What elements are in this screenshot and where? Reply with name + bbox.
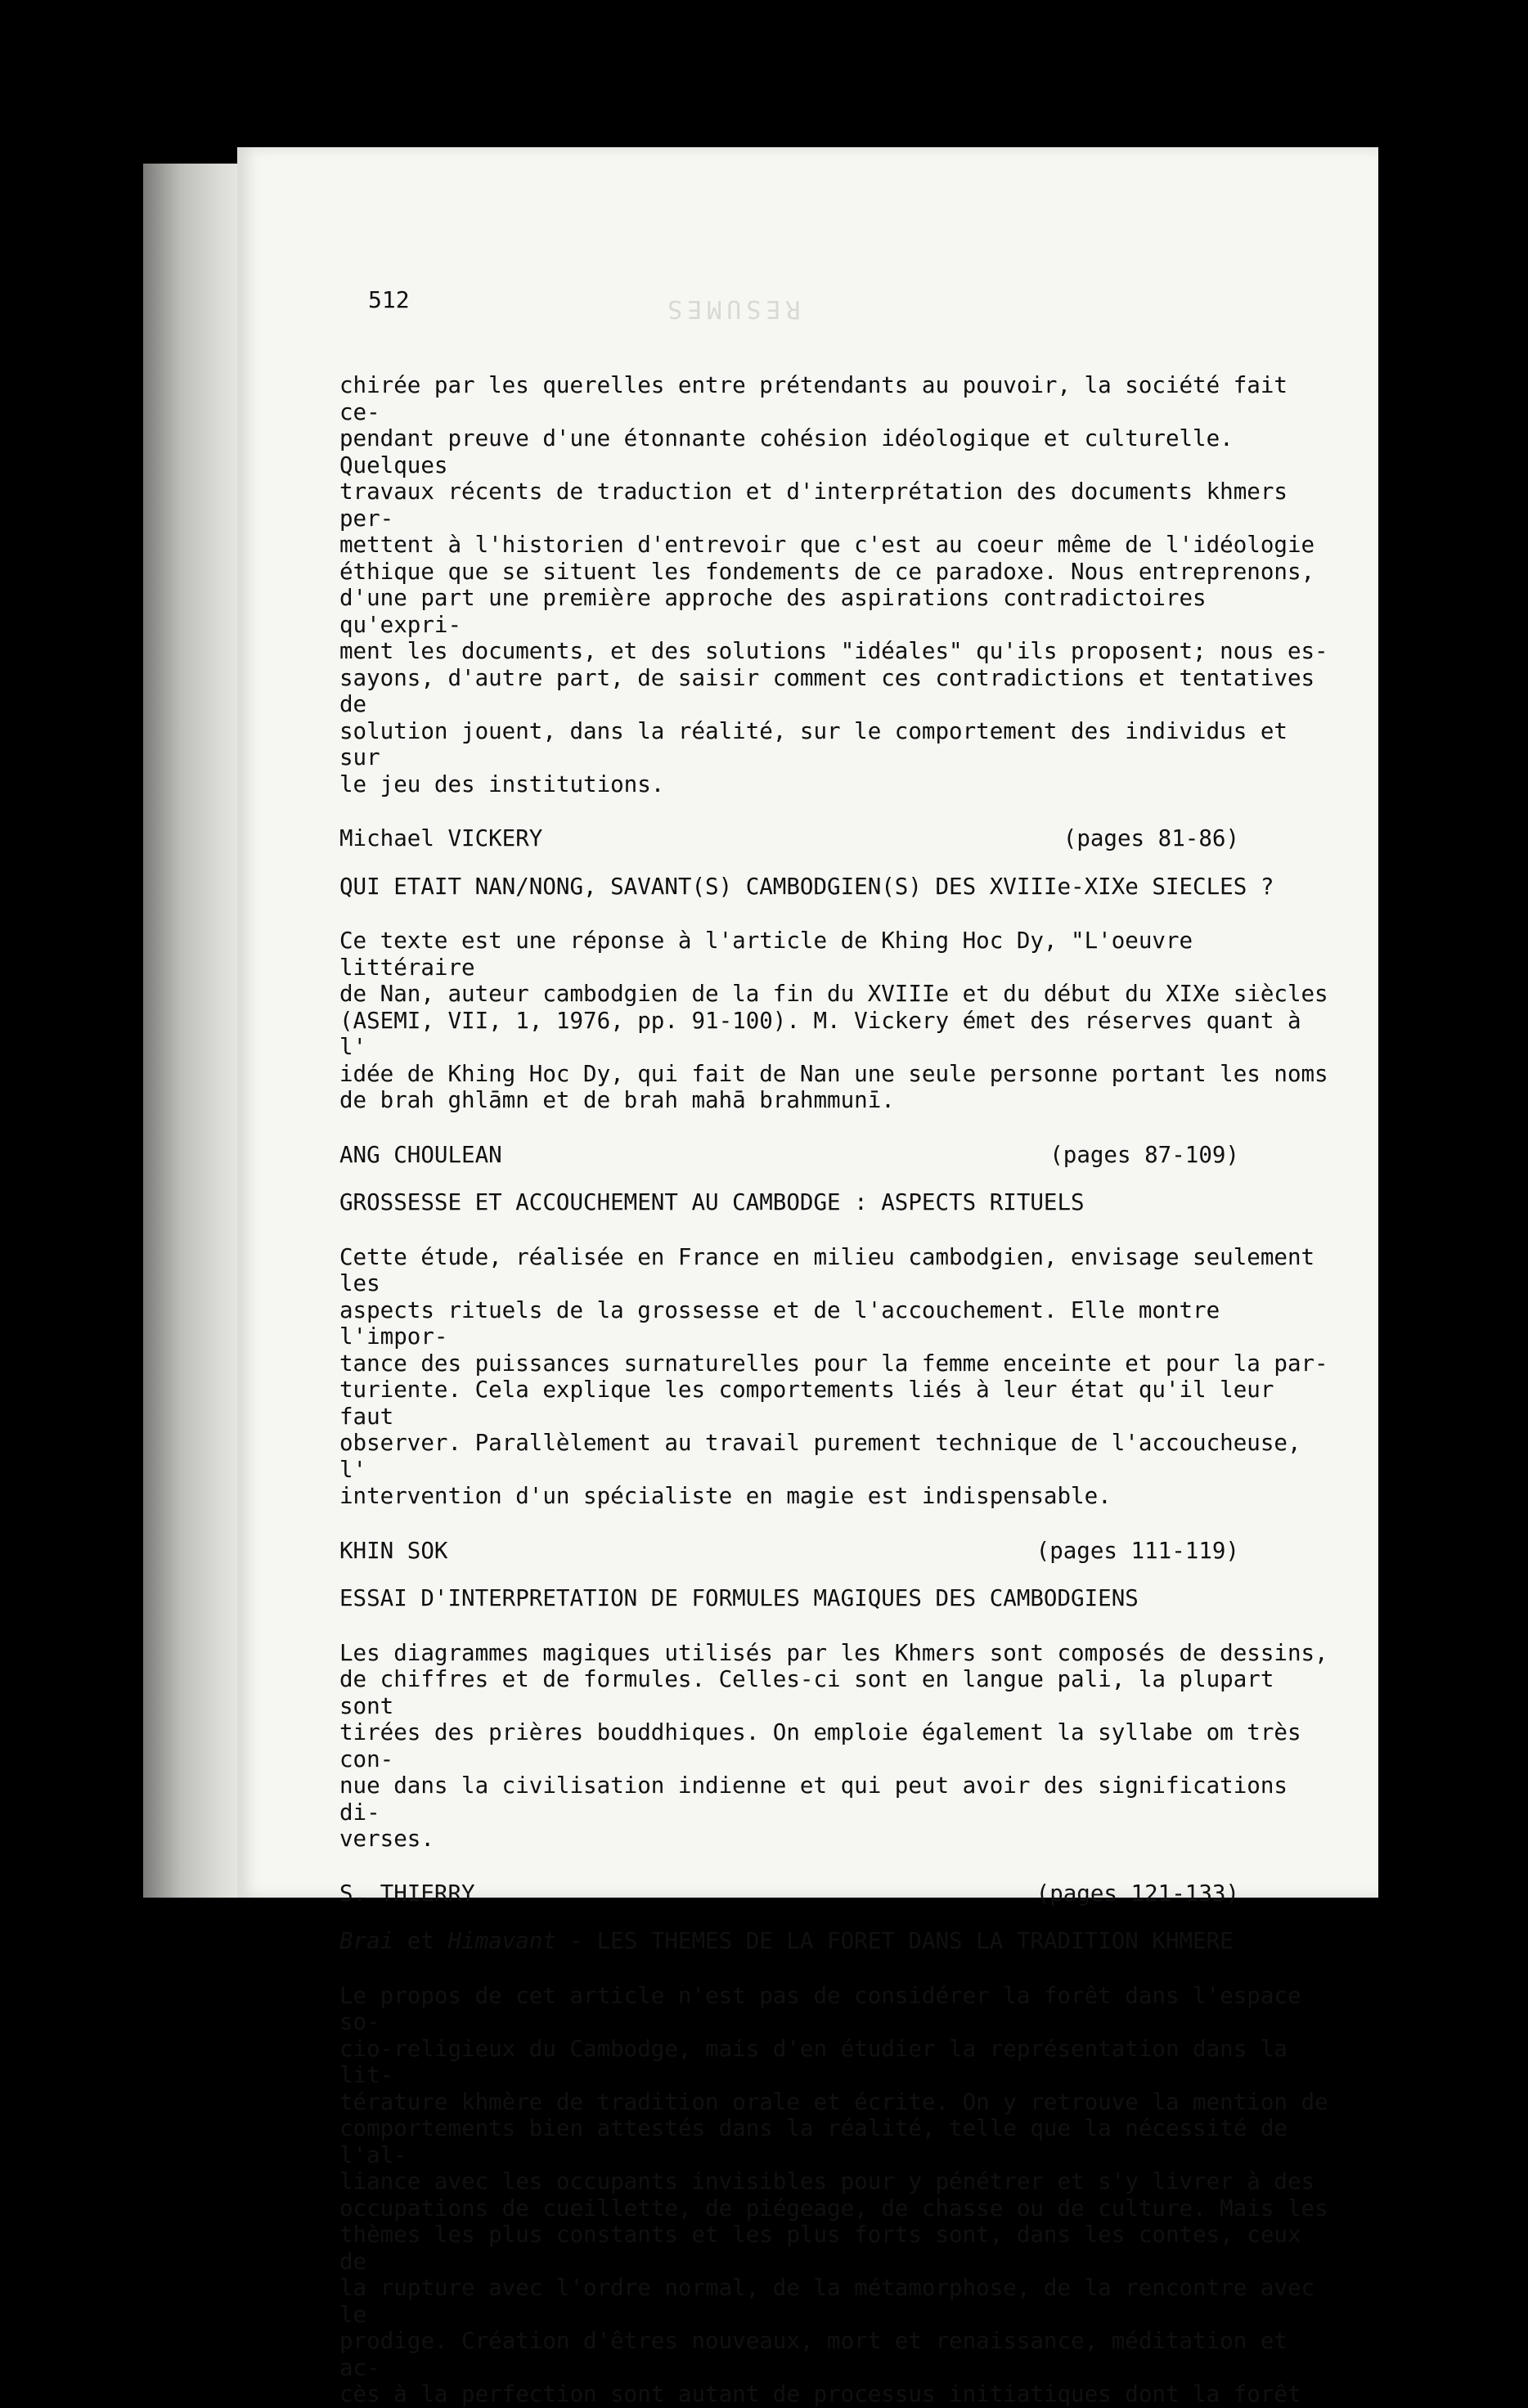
title-rest: - LES THEMES DE LA FORET DANS LA TRADITION KHMERE (555, 1928, 1234, 1954)
abstract-paragraph: Ce texte est une réponse à l'article de Khing Hoc Dy, "L'oeuvre littéraire de Nan, auteur cambodgien de la fin du XVIIIe et du début du XIXe siècles (ASEMI, VII, 1, 1976, pp. 91-100). M. Vickery émet des réserves quant à l' idée de Khing Hoc Dy, qui fait de Nan une seule personne portant les noms de brah ghlāmn et de brah mahā brahmmunī. (339, 928, 1328, 1113)
page-range: (pages 111-119) (1036, 1537, 1239, 1564)
intro-paragraph: chirée par les querelles entre prétendants au pouvoir, la société fait ce- pendant preuve d'une étonnante cohésion idéologique et culturelle. Quelques travaux récents de traduction et d'interprétation des documents khmers per- mettent à l'historien d'entrevoir que c'est au coeur même de l'idéologie éthique que se situent les fondements de ce paradoxe. Nous entreprenons, d'une part une première approche des aspirations contradictoires qu'expri- ment les documents, et des solutions "idéales" qu'ils proposent; nous es- sayons, d'autre part, de saisir comment ces contradictions et tentatives de solution jouent, dans la réalité, sur le comportement des individus et sur le jeu des institutions. (339, 372, 1328, 797)
entry-khin-sok (339, 1538, 1337, 1853)
article-title: QUI ETAIT NAN/NONG, SAVANT(S) CAMBODGIEN(S) DES XVIIIe-XIXe SIECLES ? (339, 873, 1274, 900)
abstract-paragraph: Les diagrammes magiques utilisés par les Khmers sont composés de dessins, de chiffres et de formules. Celles-ci sont en langue pali, la plupart sont tirées des prières bouddhiques. On emploie également la syllabe om très con- nue dans la civilisation indienne et qui peut avoir des significations di- verses. (339, 1639, 1328, 1852)
book-page-edges (143, 164, 249, 1898)
page-content (339, 372, 1337, 2408)
author-name: S. THIERRY (339, 1880, 475, 1907)
article-title: ESSAI D'INTERPRETATION DE FORMULES MAGIQUES DES CAMBODGIENS (339, 1585, 1139, 1611)
author-name: ANG CHOULEAN (339, 1141, 502, 1168)
entry-thierry (339, 1880, 1337, 2408)
title-italic-himavant: Himavant (447, 1928, 556, 1954)
page-range: (pages 121-133) (1036, 1880, 1239, 1907)
title-connector: et (393, 1928, 448, 1954)
article-title: GROSSESSE ET ACCOUCHEMENT AU CAMBODGE : ASPECTS RITUELS (339, 1189, 1085, 1215)
author-line (339, 1538, 1337, 1565)
author-line (339, 1142, 1337, 1169)
abstract-paragraph: Cette étude, réalisée en France en milieu cambodgien, envisage seulement les aspects rituels de la grossesse et de l'accouchement. Elle montre l'impor- tance des puissances surnaturelles pour la femme enceinte et pour la par- turiente. Cela explique les comportements liés à leur état qu'il leur faut observer. Parallèlement au travail purement technique de l'accoucheuse, l' intervention d'un spécialiste en magie est indispensable. (339, 1243, 1328, 1509)
bleed-through-header: RESUMES (663, 294, 801, 323)
page-number: 512 (368, 286, 410, 313)
entry-ang-choulean (339, 1142, 1337, 1510)
title-italic-brai: Brai (339, 1928, 394, 1954)
article-title (339, 1928, 1337, 1955)
author-name: KHIN SOK (339, 1537, 448, 1564)
page-range: (pages 81-86) (1063, 825, 1239, 851)
entry-vickery (339, 825, 1337, 1114)
author-name: Michael VICKERY (339, 825, 543, 851)
author-line (339, 825, 1337, 852)
author-line (339, 1880, 1337, 1907)
abstract-paragraph: Le propos de cet article n'est pas de considérer la forêt dans l'espace so- cio-religieux du Cambodge, mais d'en étudier la représentation dans la lit- térature khmère de tradition orale et écrite. On y retrouve la mention de comportements bien attestés dans la réalité, telle que la nécessité de l'al- liance avec les occupants invisibles pour y pénétrer et s'y livrer à des occupations de cueillette, de piégeage, de chasse ou de culture. Mais les thèmes les plus constants et les plus forts sont, dans les contes, ceux de la rupture avec l'ordre normal, de la métamorphose, de la rencontre avec le prodige. Création d'êtres nouveaux, mort et renaissance, méditation et ac- cès à la perfection sont autant de processus initiatiques dont la forêt (339, 1982, 1328, 2407)
page-range: (pages 87-109) (1049, 1141, 1239, 1168)
